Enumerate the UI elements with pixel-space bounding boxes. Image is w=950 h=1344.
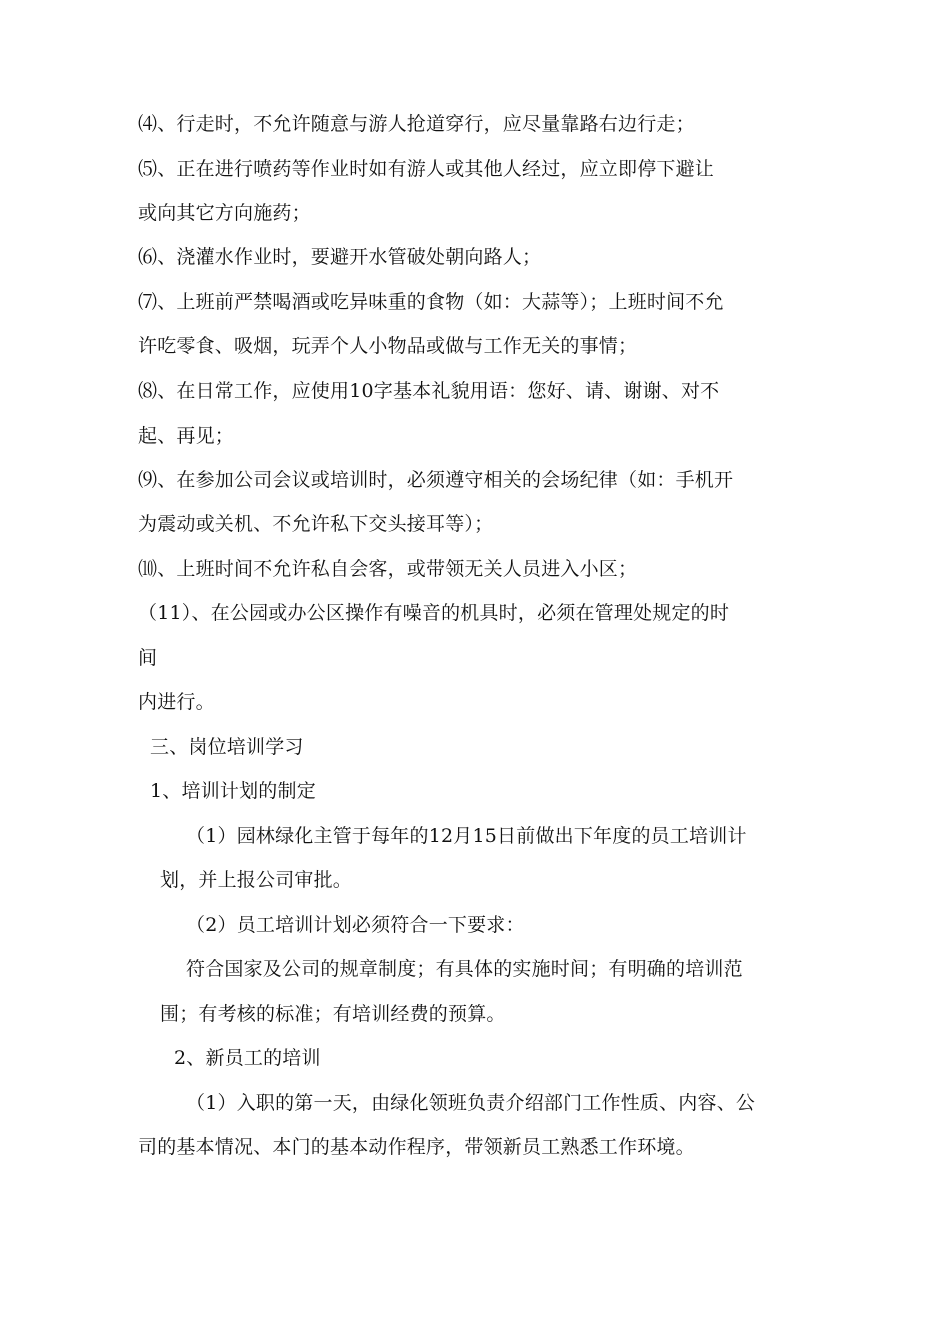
text-line: ⑺、上班前严禁喝酒或吃异味重的食物（如：大蒜等）；上班时间不允 [138,291,724,313]
text-line: ⑼、在参加公司会议或培训时，必须遵守相关的会场纪律（如：手机开 [138,469,734,491]
section-heading: 三、岗位培训学习 [150,736,304,758]
subsection-heading: 1、培训计划的制定 [150,780,316,802]
text-line: ⑹、浇灌水作业时，要避开水管破处朝向路人； [138,246,542,268]
text-line: ⑷、行走时，不允许随意与游人抢道穿行，应尽量靠路右边行走； [138,113,695,135]
text-line: 司的基本情况、本门的基本动作程序，带领新员工熟悉工作环境。 [138,1136,695,1158]
text-line: （2）员工培训计划必须符合一下要求： [186,914,525,936]
text-line: （1）园林绿化主管于每年的12月15日前做出下年度的员工培训计 [186,825,747,847]
subsection-heading: 2、新员工的培训 [174,1047,321,1069]
text-line: 为震动或关机、不允许私下交头接耳等）； [138,513,494,535]
text-line: 间 [138,647,158,669]
text-line: 符合国家及公司的规章制度；有具体的实施时间；有明确的培训范 [186,958,743,980]
text-line: 许吃零食、吸烟，玩弄个人小物品或做与工作无关的事情； [138,335,638,357]
text-line: 起、再见； [138,425,235,447]
text-line: 划，并上报公司审批。 [160,869,353,891]
text-line: 或向其它方向施药； [138,202,311,224]
text-line: 内进行。 [138,691,215,713]
text-line: （11）、在公园或办公区操作有噪音的机具时，必须在管理处规定的时 [138,602,730,624]
text-line: ⑻、在日常工作，应使用10字基本礼貌用语：您好、请、谢谢、对不 [138,380,720,402]
text-line: ⑽、上班时间不允许私自会客，或带领无关人员进入小区； [138,558,638,580]
text-line: ⑸、正在进行喷药等作业时如有游人或其他人经过，应立即停下避让 [138,158,715,180]
text-line: （1）入职的第一天，由绿化领班负责介绍部门工作性质、内容、公 [186,1092,756,1114]
text-line: 围；有考核的标准；有培训经费的预算。 [160,1003,506,1025]
